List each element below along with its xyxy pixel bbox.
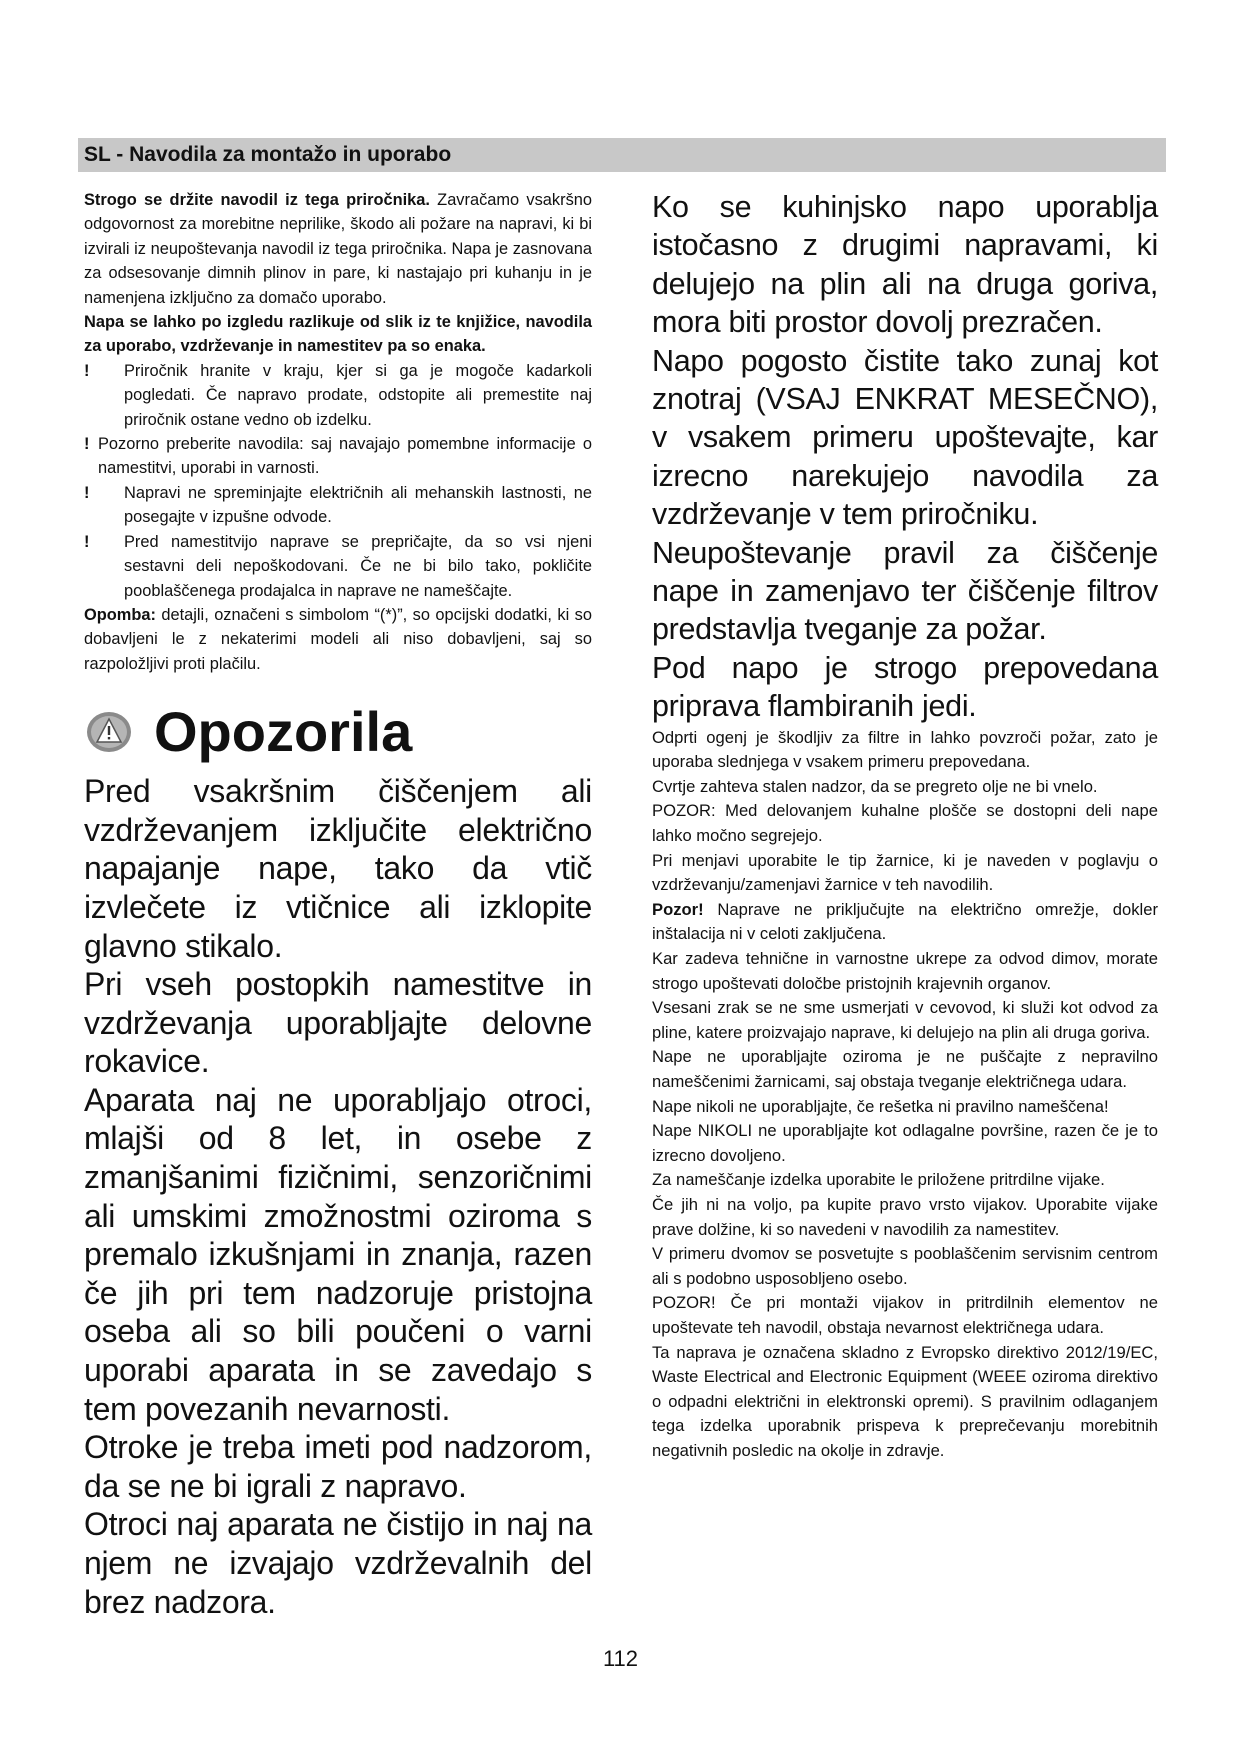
- bullet-text: Pozorno preberite navodila: saj navajajo pomembne informacije o namestitvi, uporabi in varnosti.: [98, 435, 592, 478]
- bullet-item: [84, 530, 592, 603]
- warning-paragraph: Pred vsakršnim čiščenjem ali vzdrževanjem izključite električno napajanje nape, tako da vtič izvlečete iz vtičnice ali izklopite glavno stikalo.: [84, 773, 592, 964]
- paragraph: Nape NIKOLI ne uporabljajte kot odlagalne površine, razen če je to izrecno dovoljeno.: [652, 1121, 1158, 1165]
- warning-icon: [86, 709, 132, 755]
- paragraph: POZOR! Če pri montaži vijakov in pritrdilnih elementov ne upoštevate teh navodil, obstaja nevarnost električnega udara.: [652, 1293, 1158, 1337]
- paragraph: Ta naprava je označena skladno z Evropsko direktivo 2012/19/EC, Waste Electrical and Electronic Equipment (WEEE oziroma direktivo o odpadni električni in elektronski opremi). S pravilnim odlaganjem tega izdelka uporabnik prispeva k preprečevanju morebitnih negativnih posledic na okolje in zdravje.: [652, 1342, 1158, 1460]
- intro-text: Zavračamo vsakršno odgovornost za morebitne neprilike, škodo ali požare na napravi, ki bi izvirali iz neupoštevanja navodil iz tega priročnika. Napa je zasnovana za odsesovanje dimnih plinov in pare, ki nastajajo pri kuhanju in je namenjena izključno za domačo uporabo.: [84, 191, 592, 307]
- right-column: [652, 188, 1158, 1464]
- warning-paragraph: Ko se kuhinjsko napo uporablja istočasno z drugimi napravami, ki delujejo na plin ali na druga goriva, mora biti prostor dovolj prezračen.: [652, 190, 1158, 340]
- paragraph: Pri menjavi uporabite le tip žarnice, ki je naveden v poglavju o vzdrževanju/zamenjavi žarnice v teh navodilih.: [652, 850, 1158, 895]
- paragraph: Nape nikoli ne uporabljajte, če rešetka ni pravilno nameščena!: [652, 1096, 1109, 1116]
- warning-paragraph: Napo pogosto čistite tako zunaj kot znotraj (VSAJ ENKRAT MESEČNO), v vsakem primeru upoštevajte, kar izrecno narekujejo navodila za vzdrževanje v tem priročniku.: [652, 343, 1158, 532]
- paragraph: Kar zadeva tehnične in varnostne ukrepe za odvod dimov, morate strogo upoštevati določbe pristojnih krajevnih organov.: [652, 949, 1158, 993]
- caution-label: Pozor!: [652, 899, 704, 919]
- paragraph: Za nameščanje izdelka uporabite le priložene pritrdilne vijake.: [652, 1170, 1105, 1190]
- warnings-heading: [84, 696, 592, 768]
- exclamation-mark: !: [84, 532, 90, 551]
- paragraph: Cvrtje zahteva stalen nadzor, da se pregreto olje ne bi vnelo.: [652, 776, 1098, 796]
- note-paragraph: [84, 603, 592, 676]
- exclamation-mark: !: [84, 435, 90, 454]
- exclamation-mark: !: [84, 483, 90, 502]
- bullet-item: [84, 359, 592, 432]
- bullet-item: [84, 432, 592, 481]
- paragraph: POZOR: Med delovanjem kuhalne plošče se dostopni deli nape lahko močno segrejejo.: [652, 801, 1158, 846]
- paragraph: Nape ne uporabljajte oziroma je ne puščajte z nepravilno nameščenimi žarnicami, saj obstaja tveganje električnega udara.: [652, 1047, 1158, 1091]
- bullet-text: Pred namestitvijo naprave se prepričajte, da so vsi njeni sestavni deli nepoškodovani. Če ne bi bilo tako, pokličite pooblaščenega prodajalca in naprave ne nameščajte.: [124, 532, 592, 600]
- section-header: SL - Navodila za montažo in uporabo: [78, 138, 1166, 172]
- appearance-bold: Napa se lahko po izgledu razlikuje od slik iz te knjižice, navodila za uporabo, vzdrževanje in namestitev pa so enaka.: [84, 313, 592, 356]
- page-number: 112: [602, 1646, 639, 1671]
- bullet-text: Priročnik hranite v kraju, kjer si ga je mogoče kadarkoli pogledati. Če napravo prodate, odstopite ali premestite naj priročnik ostane vedno ob izdelku.: [124, 361, 592, 429]
- appearance-note: [84, 310, 592, 359]
- warning-paragraph: Aparata naj ne uporabljajo otroci, mlajši od 8 let, in osebe z zmanjšanimi fizičnimi, senzoričnimi ali umskimi zmožnostmi oziroma s premalo izkušnjami in znanja, razen če jih pri tem nadzoruje pristojna oseba ali so bili poučeni o varni uporabi aparata in se zavedajo s tem povezanih nevarnosti.: [84, 1081, 592, 1427]
- paragraph: [652, 898, 1158, 947]
- note-text: detajli, označeni s simbolom “(*)”, so opcijski dodatki, ki so dobavljeni le z nekaterimi modeli ali niso dobavljeni, saj so razpoložljivi proti plačilu.: [84, 605, 592, 673]
- warnings-title: Opozorila: [154, 700, 413, 764]
- note-label: Opomba:: [84, 605, 156, 624]
- paragraph: Vsesani zrak se ne sme usmerjati v cevovod, ki služi kot odvod za pline, katere proizvajajo naprave, ki delujejo na plin ali druga goriva.: [652, 998, 1158, 1042]
- exclamation-mark: !: [84, 361, 90, 380]
- intro-paragraph: [84, 188, 592, 310]
- warning-paragraph: Pri vseh postopkih namestitve in vzdrževanja uporabljajte delovne rokavice.: [84, 966, 592, 1080]
- left-column: [84, 188, 592, 1621]
- warning-paragraph: Otroke je treba imeti pod nadzorom, da se ne bi igrali z napravo.: [84, 1429, 592, 1504]
- bullet-item: [84, 481, 592, 530]
- warning-paragraph: Neupoštevanje pravil za čiščenje nape in zamenjavo ter čiščenje filtrov predstavlja tveganje za požar.: [652, 535, 1158, 647]
- caution-text: Naprave ne priključujte na električno omrežje, dokler inštalacija ni v celoti zaključena.: [652, 899, 1158, 944]
- warning-paragraph: Pod napo je strogo prepovedana priprava flambiranih jedi.: [652, 650, 1158, 724]
- paragraph: Če jih ni na voljo, pa kupite pravo vrsto vijakov. Uporabite vijake prave dolžine, ki so navedeni v navodilih za namestitev.: [652, 1194, 1158, 1239]
- warning-paragraph: Otroci naj aparata ne čistijo in naj na njem ne izvajajo vzdrževalnih del brez nadzora.: [84, 1506, 592, 1620]
- intro-bold: Strogo se držite navodil iz tega priročnika.: [84, 191, 430, 209]
- bullet-text: Napravi ne spreminjajte električnih ali mehanskih lastnosti, ne posegajte v izpušne odvode.: [124, 483, 592, 527]
- paragraph: Odprti ogenj je škodljiv za filtre in lahko povzroči požar, zato je uporaba slednjega v vsakem primeru prepovedana.: [652, 727, 1158, 772]
- paragraph: V primeru dvomov se posvetujte s pooblaščenim servisnim centrom ali s podobno usposobljeno osebo.: [652, 1244, 1158, 1288]
